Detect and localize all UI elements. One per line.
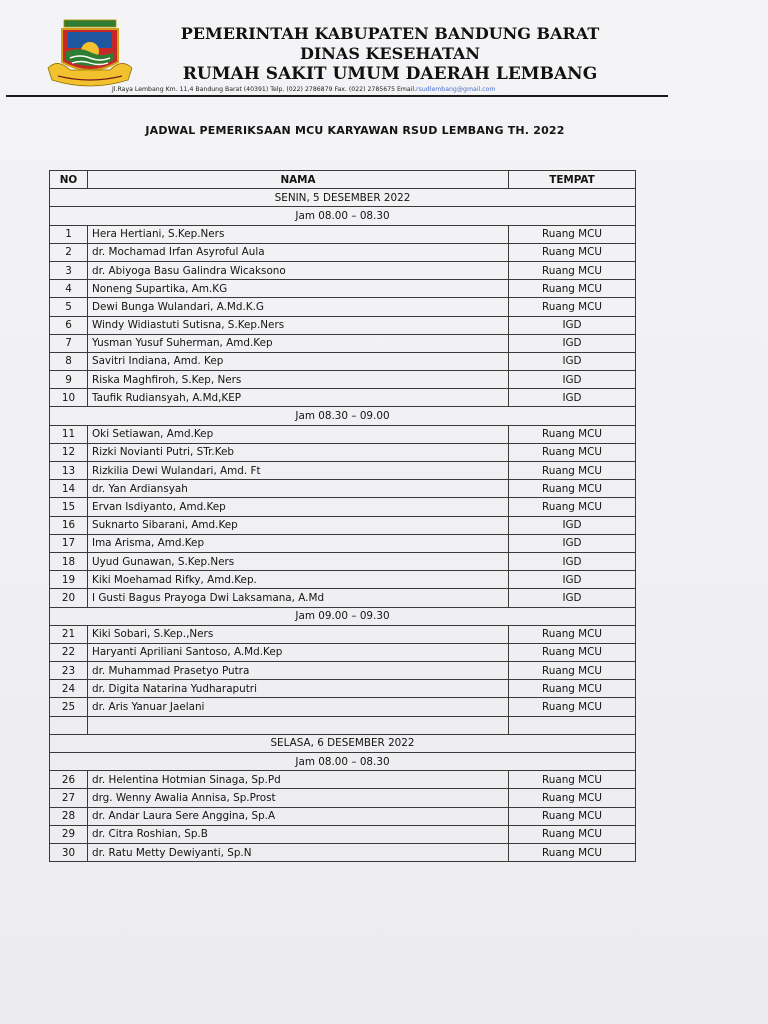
- employee-name: dr. Digita Natarina Yudharaputri: [88, 680, 509, 698]
- exam-location: Ruang MCU: [509, 771, 636, 789]
- exam-location: [509, 716, 636, 734]
- employee-name: Kiki Moehamad Rifky, Amd.Kep.: [88, 571, 509, 589]
- employee-name: dr. Yan Ardiansyah: [88, 480, 509, 498]
- employee-name: [88, 716, 509, 734]
- employee-name: Riska Maghfiroh, S.Kep, Ners: [88, 371, 509, 389]
- schedule-table: [49, 170, 636, 862]
- table-row: [50, 498, 636, 516]
- employee-name: Noneng Supartika, Am.KG: [88, 280, 509, 298]
- email-link[interactable]: rsudlembang@gmail.com: [416, 86, 496, 93]
- row-number: 3: [50, 261, 88, 279]
- exam-location: Ruang MCU: [509, 425, 636, 443]
- table-row: [50, 716, 636, 734]
- table-row: [50, 698, 636, 716]
- row-number: 23: [50, 662, 88, 680]
- exam-location: IGD: [509, 334, 636, 352]
- row-number: 2: [50, 243, 88, 261]
- table-row: [50, 825, 636, 843]
- employee-name: Uyud Gunawan, S.Kep.Ners: [88, 552, 509, 570]
- exam-location: IGD: [509, 516, 636, 534]
- time-slot-label: Jam 08.00 – 08.30: [50, 753, 636, 771]
- table-row: [50, 371, 636, 389]
- table-row: [50, 552, 636, 570]
- row-number: 13: [50, 462, 88, 480]
- row-number: 8: [50, 352, 88, 370]
- row-number: 15: [50, 498, 88, 516]
- employee-name: Ervan Isdiyanto, Amd.Kep: [88, 498, 509, 516]
- employee-name: Taufik Rudiansyah, A.Md,KEP: [88, 389, 509, 407]
- column-header-no: NO: [50, 171, 88, 189]
- exam-location: Ruang MCU: [509, 298, 636, 316]
- row-number: 17: [50, 534, 88, 552]
- exam-location: IGD: [509, 534, 636, 552]
- exam-location: Ruang MCU: [509, 462, 636, 480]
- regency-crest-logo: [44, 18, 136, 92]
- employee-name: dr. Muhammad Prasetyo Putra: [88, 662, 509, 680]
- employee-name: Haryanti Apriliani Santoso, A.Md.Kep: [88, 643, 509, 661]
- employee-name: Windy Widiastuti Sutisna, S.Kep.Ners: [88, 316, 509, 334]
- exam-location: Ruang MCU: [509, 843, 636, 861]
- employee-name: Rizkilia Dewi Wulandari, Amd. Ft: [88, 462, 509, 480]
- row-number: 21: [50, 625, 88, 643]
- row-number: 12: [50, 443, 88, 461]
- exam-location: Ruang MCU: [509, 625, 636, 643]
- table-row: [50, 643, 636, 661]
- exam-location: Ruang MCU: [509, 443, 636, 461]
- exam-location: IGD: [509, 571, 636, 589]
- header-divider: [6, 95, 668, 97]
- exam-location: IGD: [509, 389, 636, 407]
- table-row: [50, 243, 636, 261]
- row-number: 18: [50, 552, 88, 570]
- time-slot-row: [50, 407, 636, 425]
- exam-location: Ruang MCU: [509, 789, 636, 807]
- table-header-row: [50, 171, 636, 189]
- exam-location: Ruang MCU: [509, 643, 636, 661]
- employee-name: dr. Andar Laura Sere Anggina, Sp.A: [88, 807, 509, 825]
- row-number: 5: [50, 298, 88, 316]
- table-row: [50, 771, 636, 789]
- row-number: 7: [50, 334, 88, 352]
- row-number: 30: [50, 843, 88, 861]
- employee-name: Dewi Bunga Wulandari, A.Md.K.G: [88, 298, 509, 316]
- employee-name: I Gusti Bagus Prayoga Dwi Laksamana, A.Md: [88, 589, 509, 607]
- employee-name: dr. Mochamad Irfan Asyroful Aula: [88, 243, 509, 261]
- exam-location: IGD: [509, 316, 636, 334]
- hospital-name: RUMAH SAKIT UMUM DAERAH LEMBANG: [182, 64, 598, 84]
- employee-name: drg. Wenny Awalia Annisa, Sp.Prost: [88, 789, 509, 807]
- row-number: 29: [50, 825, 88, 843]
- row-number: 20: [50, 589, 88, 607]
- day-label: SELASA, 6 DESEMBER 2022: [50, 734, 636, 752]
- time-slot-label: Jam 08.30 – 09.00: [50, 407, 636, 425]
- employee-name: Yusman Yusuf Suherman, Amd.Kep: [88, 334, 509, 352]
- day-header-row: [50, 734, 636, 752]
- day-header-row: [50, 189, 636, 207]
- table-row: [50, 298, 636, 316]
- schedule-body: [50, 189, 636, 862]
- exam-location: IGD: [509, 552, 636, 570]
- column-header-tempat: TEMPAT: [509, 171, 636, 189]
- table-row: [50, 843, 636, 861]
- table-row: [50, 480, 636, 498]
- table-row: [50, 261, 636, 279]
- row-number: 24: [50, 680, 88, 698]
- exam-location: Ruang MCU: [509, 807, 636, 825]
- table-row: [50, 662, 636, 680]
- time-slot-label: Jam 09.00 – 09.30: [50, 607, 636, 625]
- row-number: 11: [50, 425, 88, 443]
- exam-location: Ruang MCU: [509, 261, 636, 279]
- table-row: [50, 443, 636, 461]
- exam-location: Ruang MCU: [509, 662, 636, 680]
- row-number: 22: [50, 643, 88, 661]
- department-name: DINAS KESEHATAN: [299, 44, 481, 63]
- employee-name: dr. Abiyoga Basu Galindra Wicaksono: [88, 261, 509, 279]
- table-row: [50, 280, 636, 298]
- row-number: 14: [50, 480, 88, 498]
- exam-location: IGD: [509, 352, 636, 370]
- exam-location: Ruang MCU: [509, 480, 636, 498]
- table-row: [50, 316, 636, 334]
- time-slot-row: [50, 207, 636, 225]
- row-number: 26: [50, 771, 88, 789]
- exam-location: Ruang MCU: [509, 825, 636, 843]
- employee-name: Rizki Novianti Putri, STr.Keb: [88, 443, 509, 461]
- day-label: SENIN, 5 DESEMBER 2022: [50, 189, 636, 207]
- row-number: [50, 716, 88, 734]
- row-number: 28: [50, 807, 88, 825]
- table-row: [50, 589, 636, 607]
- table-row: [50, 425, 636, 443]
- employee-name: Oki Setiawan, Amd.Kep: [88, 425, 509, 443]
- employee-name: dr. Aris Yanuar Jaelani: [88, 698, 509, 716]
- row-number: 6: [50, 316, 88, 334]
- row-number: 16: [50, 516, 88, 534]
- column-header-nama: NAMA: [88, 171, 509, 189]
- employee-name: Savitri Indiana, Amd. Kep: [88, 352, 509, 370]
- exam-location: Ruang MCU: [509, 698, 636, 716]
- document-title: JADWAL PEMERIKSAAN MCU KARYAWAN RSUD LEMBANG TH. 2022: [145, 124, 565, 137]
- address-line: [112, 86, 495, 93]
- time-slot-label: Jam 08.00 – 08.30: [50, 207, 636, 225]
- row-number: 9: [50, 371, 88, 389]
- employee-name: Ima Arisma, Amd.Kep: [88, 534, 509, 552]
- exam-location: IGD: [509, 589, 636, 607]
- table-row: [50, 534, 636, 552]
- exam-location: Ruang MCU: [509, 243, 636, 261]
- row-number: 25: [50, 698, 88, 716]
- employee-name: dr. Helentina Hotmian Sinaga, Sp.Pd: [88, 771, 509, 789]
- table-row: [50, 334, 636, 352]
- employee-name: Kiki Sobari, S.Kep.,Ners: [88, 625, 509, 643]
- row-number: 19: [50, 571, 88, 589]
- table-row: [50, 807, 636, 825]
- employee-name: dr. Ratu Metty Dewiyanti, Sp.N: [88, 843, 509, 861]
- table-row: [50, 571, 636, 589]
- table-row: [50, 352, 636, 370]
- government-name: PEMERINTAH KABUPATEN BANDUNG BARAT: [180, 24, 600, 43]
- letterhead: [0, 0, 768, 100]
- row-number: 4: [50, 280, 88, 298]
- exam-location: IGD: [509, 371, 636, 389]
- exam-location: Ruang MCU: [509, 280, 636, 298]
- table-row: [50, 225, 636, 243]
- table-row: [50, 516, 636, 534]
- table-row: [50, 680, 636, 698]
- table-row: [50, 389, 636, 407]
- employee-name: dr. Citra Roshian, Sp.B: [88, 825, 509, 843]
- row-number: 10: [50, 389, 88, 407]
- row-number: 1: [50, 225, 88, 243]
- exam-location: Ruang MCU: [509, 680, 636, 698]
- row-number: 27: [50, 789, 88, 807]
- table-row: [50, 625, 636, 643]
- time-slot-row: [50, 753, 636, 771]
- time-slot-row: [50, 607, 636, 625]
- address-text: Jl.Raya Lembang Km. 11,4 Bandung Barat (40391) Telp. (022) 2786879 Fax. (022) 2785675 Email.: [112, 86, 417, 93]
- table-row: [50, 789, 636, 807]
- employee-name: Hera Hertiani, S.Kep.Ners: [88, 225, 509, 243]
- exam-location: Ruang MCU: [509, 225, 636, 243]
- employee-name: Suknarto Sibarani, Amd.Kep: [88, 516, 509, 534]
- exam-location: Ruang MCU: [509, 498, 636, 516]
- table-row: [50, 462, 636, 480]
